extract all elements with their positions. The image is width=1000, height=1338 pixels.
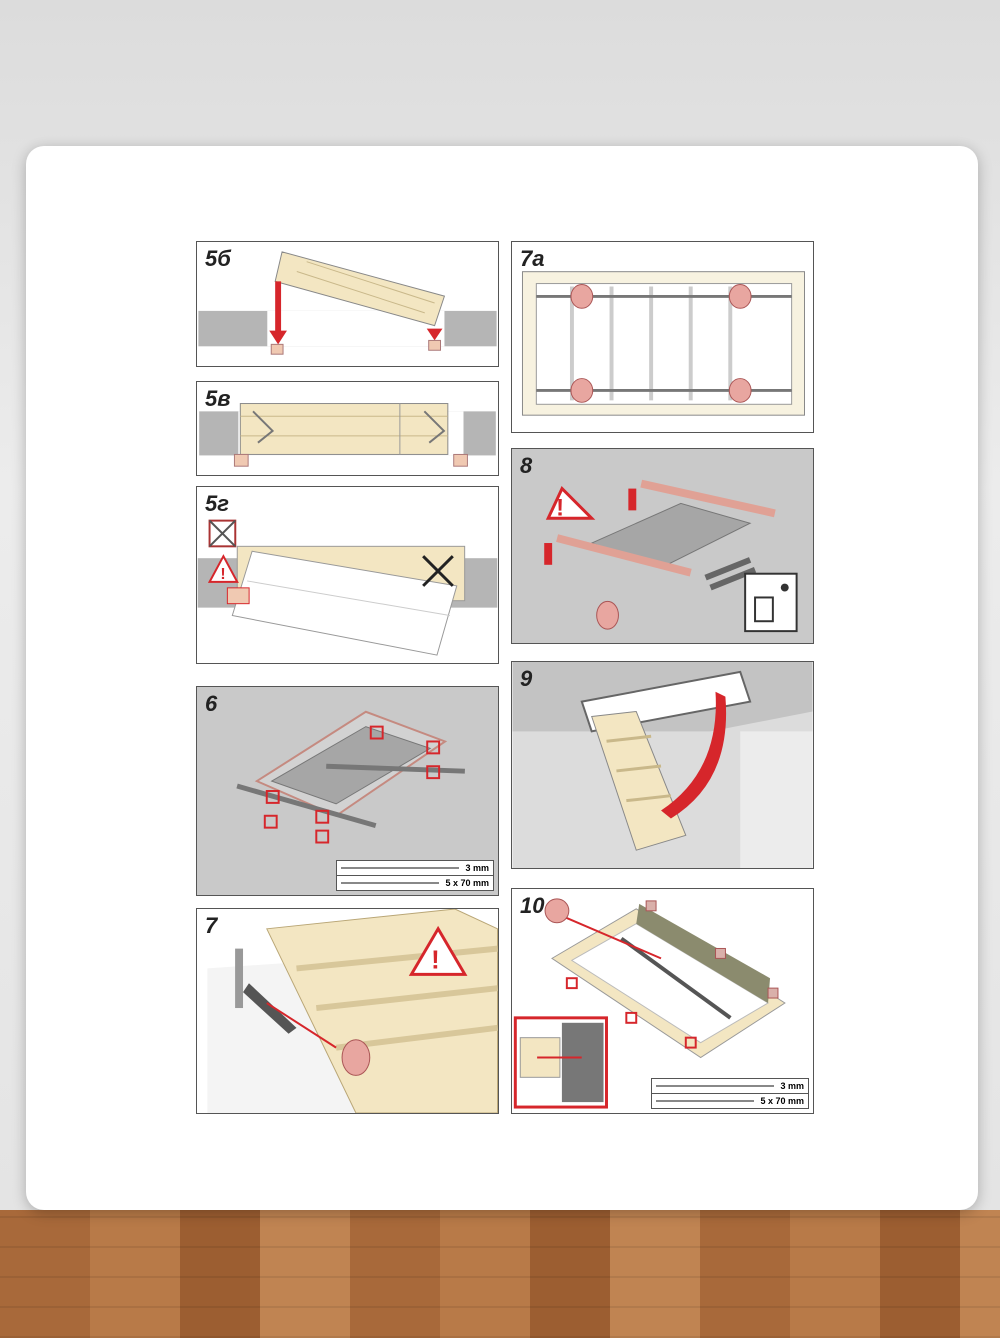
screw-size-legend	[651, 1078, 809, 1109]
panel-label: 10	[520, 893, 545, 918]
screw-size-row	[337, 876, 493, 890]
svg-text:!: !	[556, 494, 565, 522]
illustration-5v	[197, 382, 498, 475]
panel-label: 8	[520, 453, 533, 478]
instruction-sheet	[26, 146, 978, 1210]
panel-6	[196, 686, 499, 896]
panel-label: 5в	[205, 386, 231, 411]
panel-5v	[196, 381, 499, 476]
illustration-7a	[512, 242, 813, 432]
screw-size-label: 3 mm	[465, 863, 489, 873]
panel-9	[511, 661, 814, 869]
background-floor	[0, 1210, 1000, 1338]
illustration-9	[512, 662, 813, 868]
panel-label: 7	[205, 913, 218, 938]
screw-size-row	[652, 1094, 808, 1108]
panel-5g	[196, 486, 499, 664]
panel-5b	[196, 241, 499, 367]
illustration-5b	[197, 242, 498, 366]
svg-text:!: !	[431, 946, 440, 975]
screw-size-row	[652, 1079, 808, 1094]
svg-text:!: !	[220, 565, 226, 583]
illustration-7	[197, 909, 498, 1113]
panel-10	[511, 888, 814, 1114]
screw-size-label: 5 x 70 mm	[445, 878, 489, 888]
panel-8	[511, 448, 814, 644]
panel-label: 5б	[205, 246, 231, 271]
panel-label: 5г	[205, 491, 229, 516]
panel-7	[196, 908, 499, 1114]
illustration-8	[512, 449, 813, 643]
screw-size-row	[337, 861, 493, 876]
panel-label: 6	[205, 691, 218, 716]
illustration-5g	[197, 487, 498, 663]
panel-label: 9	[520, 666, 533, 691]
panel-label: 7a	[520, 246, 545, 271]
panel-7a	[511, 241, 814, 433]
screw-size-label: 3 mm	[780, 1081, 804, 1091]
screw-size-legend	[336, 860, 494, 891]
screw-size-label: 5 x 70 mm	[760, 1096, 804, 1106]
